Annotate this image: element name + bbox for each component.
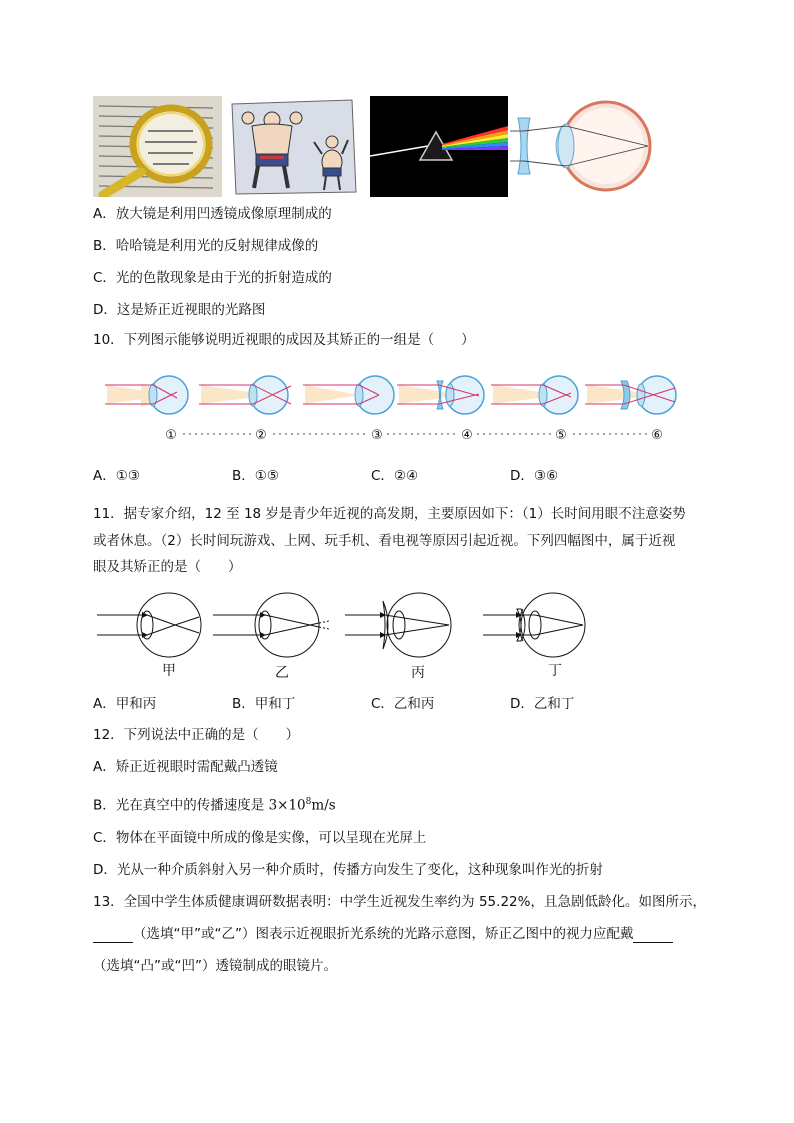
speed-value: 3×10: [268, 797, 306, 814]
q10-label-6: ⑥: [651, 428, 663, 443]
eye-bing: [345, 593, 451, 657]
q11-eye-diagrams: [93, 587, 613, 662]
speed-exponent: 8: [305, 797, 312, 807]
eye-jia: [97, 593, 201, 657]
q12-option-c: C．物体在平面镜中所成的像是实像，可以呈现在光屏上: [93, 830, 427, 846]
magnifier-photo: [93, 96, 222, 197]
eye-diagram-5: [491, 376, 578, 414]
eye-diagram-6: [585, 376, 676, 414]
q10-label-5: ⑤: [555, 428, 567, 443]
caption-ding: 丁: [548, 663, 562, 679]
q10-option-a: A．①③: [93, 468, 140, 484]
q10-option-d: D．③⑥: [510, 468, 559, 484]
eye-diagram-3: [303, 376, 394, 414]
q11-stem-line1: 11．据专家介绍，12 至 18 岁是青少年近视的高发期，主要原因如下：（1）长时间用眼不注意姿势: [93, 506, 686, 522]
q10-label-2: ②: [255, 428, 267, 443]
q9-option-a: A．放大镜是利用凹透镜成像原理制成的: [93, 206, 332, 222]
caption-yi: 乙: [275, 665, 289, 681]
q11-option-b: B．甲和丁: [232, 696, 296, 712]
q13-line2-text: （选填“甲”或“乙”）图表示近视眼折光系统的光路示意图，矫正乙图中的视力应配戴: [133, 926, 634, 942]
eye-yi: [213, 593, 329, 657]
q13-line2: [93, 925, 673, 943]
q10-label-3: ③: [371, 428, 383, 443]
eye-lens-diagram: [510, 96, 662, 197]
q11-stem-line3: 眼及其矫正的是（ ）: [93, 559, 242, 575]
eye-diagram-1: [105, 376, 188, 414]
q12-option-a: A．矫正近视眼时需配戴凸透镜: [93, 759, 278, 775]
caption-jia: 甲: [162, 663, 176, 679]
q13-blank-2[interactable]: [633, 928, 673, 943]
q11-option-a: A．甲和丙: [93, 696, 157, 712]
q12-stem: 12．下列说法中正确的是（ ）: [93, 727, 300, 743]
q11-option-c: C．乙和丙: [371, 696, 435, 712]
q13-line3: （选填“凸”或“凹”）透镜制成的眼镜片。: [93, 958, 337, 974]
q12-option-d: D．光从一种介质斜射入另一种介质时，传播方向发生了变化，这种现象叫作光的折射: [93, 862, 603, 878]
q9-option-b: B．哈哈镜是利用光的反射规律成像的: [93, 238, 319, 254]
q12-option-b: [93, 793, 336, 815]
funhouse-mirror-cartoon: [224, 96, 368, 197]
eye-ding: [483, 593, 585, 657]
eye-diagram-2: [199, 376, 291, 414]
q12-option-b-text: B．光在真空中的传播速度是: [93, 797, 269, 814]
q10-eye-diagrams: [93, 362, 693, 450]
q11-option-d: D．乙和丁: [510, 696, 575, 712]
q9-option-c: C．光的色散现象是由于光的折射造成的: [93, 270, 332, 286]
q10-stem: 10．下列图示能够说明近视眼的成因及其矫正的一组是（ ）: [93, 332, 475, 348]
caption-bing: 丙: [411, 665, 425, 681]
q10-label-1: ①: [165, 428, 177, 443]
q13-line1: 13．全国中学生体质健康调研数据表明：中学生近视发生率约为 55.22%，且急剧低龄化。如图所示，: [93, 894, 706, 910]
q10-option-c: C．②④: [371, 468, 419, 484]
q13-blank-1[interactable]: [93, 928, 133, 943]
q10-option-b: B．①⑤: [232, 468, 279, 484]
eye-diagram-4: [397, 376, 484, 414]
prism-dispersion-photo: [370, 96, 508, 197]
speed-unit: m/s: [311, 797, 336, 814]
q9-option-d: D．这是矫正近视眼的光路图: [93, 302, 266, 318]
q10-label-4: ④: [461, 428, 473, 443]
q11-stem-line2: 或者休息。（2）长时间玩游戏、上网、玩手机、看电视等原因引起近视。下列四幅图中，属于近视: [93, 533, 676, 549]
